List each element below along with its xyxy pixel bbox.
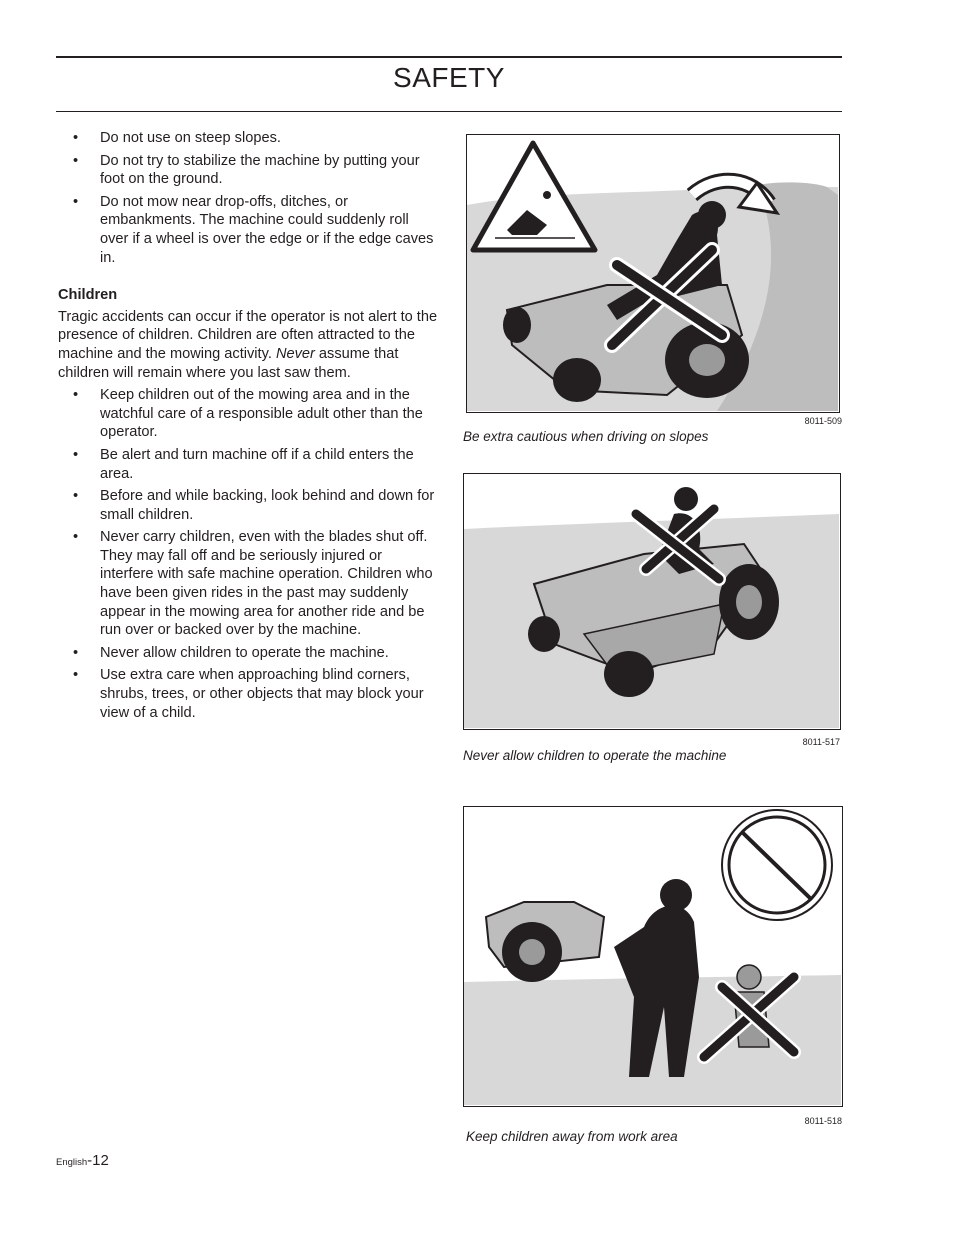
text-column [58, 129, 438, 726]
list-item: • Keep children out of the mowing area and in the watchful care of a responsible adult other than the operator. [58, 386, 438, 442]
list-item: • Use extra care when approaching blind corners, shrubs, trees, or other objects that may block your view of a child. [58, 666, 438, 722]
figure-child-operating-illustration [463, 473, 841, 730]
list-item: • Do not use on steep slopes. [58, 129, 438, 148]
never-emphasis: Never [275, 345, 315, 362]
figure-children-away-illustration [463, 806, 843, 1107]
children-intro-text: Tragic accidents can occur if the operator is not alert to the presence of children. Children are often attracted to the machine and the mowing activity. [58, 308, 438, 362]
list-item: • Do not try to stabilize the machine by putting your foot on the ground. [58, 152, 438, 189]
figure-caption: Keep children away from work area [466, 1129, 678, 1144]
section-heading-children: Children [58, 287, 118, 304]
figure-caption: Never allow children to operate the machine [463, 748, 727, 763]
children-intro-rest: assume that children will remain where you last saw them. [58, 345, 399, 381]
list-item: • Do not mow near drop-offs, ditches, or embankments. The machine could suddenly roll over if a wheel is over the edge or if the edge caves in. [58, 193, 438, 267]
figure-caption: Be extra cautious when driving on slopes [463, 429, 709, 444]
figure-code: 8011-509 [804, 416, 842, 426]
list-item: • Never carry children, even with the blades shut off. They may fall off and be seriously injured or interfere with safe machine operation. Children who have been given rides in the past may suddenly appear in the mowing area for another ride and be run over or backed over by the machine. [58, 528, 438, 640]
list-item: • Never allow children to operate the machine. [58, 644, 438, 663]
page-footer [56, 1152, 109, 1170]
page-title: SAFETY [393, 62, 505, 93]
footer-language: English [56, 1157, 88, 1168]
header-rule-bottom [56, 111, 842, 112]
figure-code: 8011-517 [802, 737, 840, 747]
figure-slope-illustration [466, 134, 840, 413]
footer-separator: - [87, 1152, 93, 1169]
children-intro [58, 308, 438, 382]
slopes-bullet-list [58, 129, 438, 267]
header-rule-top [56, 56, 842, 58]
list-item: • Before and while backing, look behind and down for small children. [58, 487, 438, 524]
list-item: • Be alert and turn machine off if a child enters the area. [58, 446, 438, 483]
figure-code: 8011-518 [804, 1116, 842, 1126]
page-number: 12 [92, 1152, 109, 1169]
children-bullet-list [58, 386, 438, 722]
